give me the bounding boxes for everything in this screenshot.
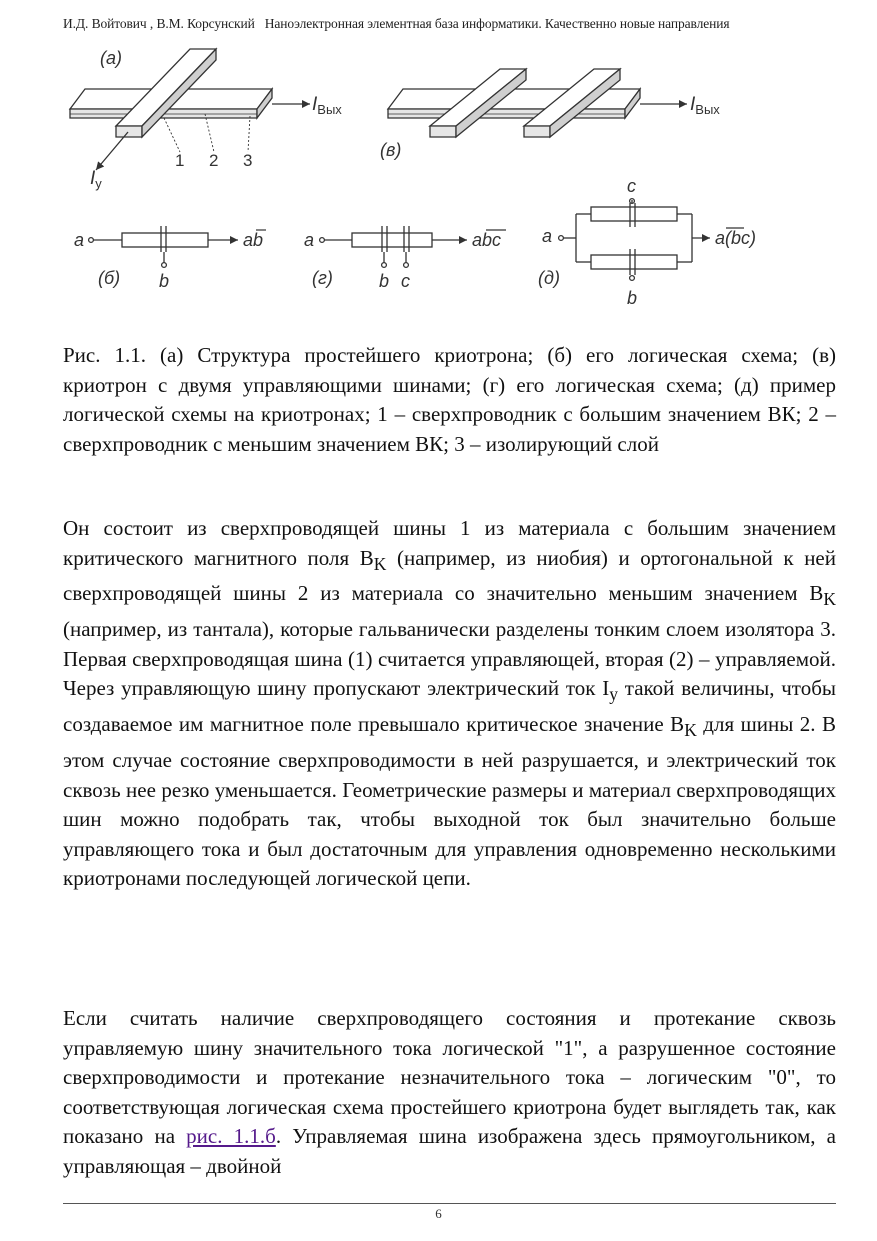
label-d-control-c: c [627,176,636,196]
label-d-control-b: b [627,288,638,308]
label-panel-a: (а) [100,48,122,68]
label-panel-b: (б) [98,268,121,288]
label-b-control-b: b [159,271,170,291]
figure-reference-link[interactable]: рис. 1.1.б [186,1124,276,1149]
label-panel-g: (г) [312,268,333,288]
panel-d-scheme [559,199,710,281]
header-book-title: Наноэлектронная элементная база информатики. Качественно новые направления [264,16,730,31]
label-d-output: a(bc) [715,228,757,248]
label-g-control-c: c [401,271,410,291]
panel-v-structure [388,69,687,137]
label-panel-d: (д) [538,268,560,288]
label-num-1: 1 [175,151,185,170]
label-i-ctrl: $I_у$ [90,168,102,191]
paragraph-2: Если считать наличие сверхпроводящего состояния и протекание сквозь управляемую шину значительного тока логической "1", а разрушенное состояние сверхпроводимости и протекание незначительного тока – логическим "0", то соответствующая логическая схема простейшего криотрона будет выглядеть так, как показано на рис. 1.1.б. Управляемая шина изображена здесь прямоугольником, а управляющая – двойной [63,1006,836,1178]
label-g-output: abc [472,230,502,250]
label-b-output: ab [243,230,264,250]
label-panel-v: (в) [380,140,402,160]
running-header [63,16,838,32]
label-b-input-a: a [74,230,85,250]
label-num-3: 3 [243,151,253,170]
label-g-control-b: b [379,271,390,291]
panel-g-scheme [320,226,467,267]
label-i-out-v: $I_{Вых}$ [690,94,720,117]
cryotron-figure [60,44,780,314]
cryotron-diagram [60,44,780,314]
footer-divider [63,1203,836,1204]
figure-caption: Рис. 1.1. (а) Структура простейшего криотрона; (б) его логическая схема; (в) криотрон с двумя управляющими шинами; (г) его логическая схема; (д) пример логической схемы на криотронах; 1 – сверхпроводник с большим значением ВК; 2 – сверхпроводник с меньшим значением ВК; 3 – изолирующий слой [63,343,836,456]
page-number: 6 [435,1206,442,1221]
label-g-input-a: a [304,230,315,250]
panel-b-scheme [89,226,238,267]
label-d-input-a: a [542,226,553,246]
paragraph-1: Он состоит из сверхпроводящей шины 1 из материала с большим значением критического магнитного поля $B_K$ (например, из ниобия) и ортогональной к ней сверхпроводящей шины 2 из материала со значительно меньшим значением $B_K$ (например, из тантала), которые гальванически разделены тонким слоем изолятора 3. Первая сверхпроводящая шина (1) считается управляющей, вторая (2) – управляемой. Через управляющую шину пропускают электрический ток $I_у$ такой величины, чтобы создаваемое им магнитное поле превышало критическое значение $B_K$ для шины 2. В этом случае состояние сверхпроводимости в ней разрушается, и электрический ток сквозь нее резко уменьшается. Геометрические размеры и материал сверхпроводящих шин можно подобрать так, чтобы выходной ток был значительно больше управляющего тока и был достаточным для управления одновременно несколькими криотронами последующей логической цепи. [63,516,836,891]
label-num-2: 2 [209,151,219,170]
header-authors: И.Д. Войтович , В.М. Корсунский [63,16,255,31]
label-i-out-a: $I_{Вых}$ [312,94,342,117]
